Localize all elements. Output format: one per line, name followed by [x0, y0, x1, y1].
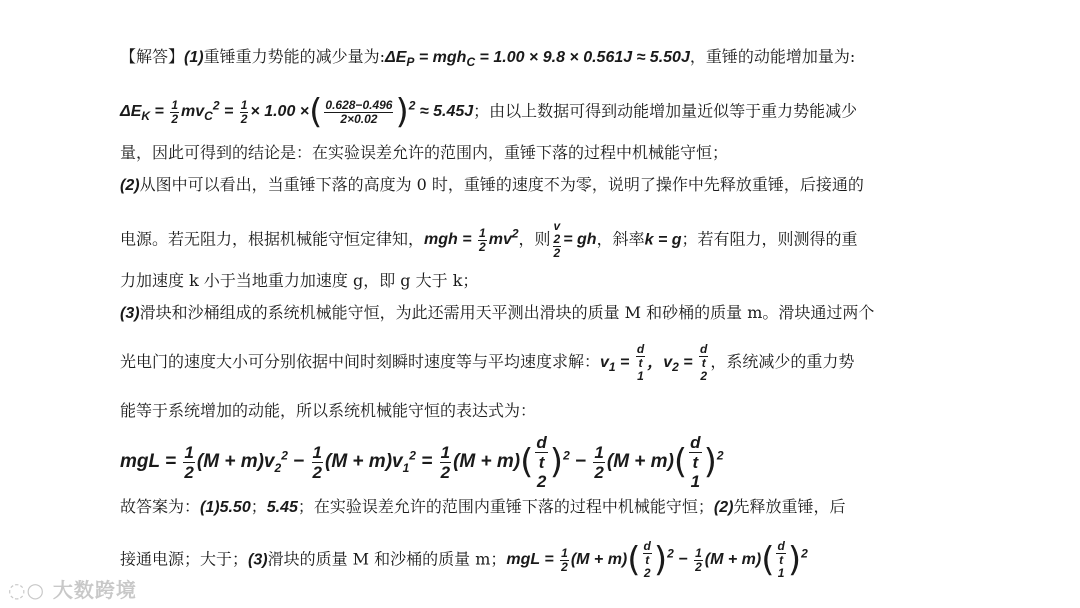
energy-conservation-equation: mgh = $\frac{1}{2}$ $mv^2$	[424, 225, 519, 254]
solution-line-3: 量，因此可得到的结论是：在实验误差允许的范围内，重锤下落的过程中机械能守恒；	[120, 143, 729, 162]
potential-energy-equation: $\Delta E_P = mgh_C = 1.00 \times 9.8 \times 0.561J \approx 5.50J$	[384, 49, 690, 70]
solution-line-2: $\Delta E_K$ = $\frac{1}{2}$ $mv_C^2$ = $\frac{1}{2}$ × 1.00 ×( $\frac{0.628-0.496}{2\times 0.02}$ )$^2$ ≈ 5.45J；由以上数据可得到动能增加量近似等于重力势能减少	[120, 92, 858, 133]
answer-header: 【解答】	[120, 47, 185, 66]
solution-line-6: 力加速度 k 小于当地重力加速度 g，即 g 大于 k；	[120, 271, 479, 290]
kinetic-energy-equation: $\Delta E_K$ = $\frac{1}{2}$ $mv_C^2$ = $\frac{1}{2}$ × 1.00 ×( $\frac{0.628-0.496}{2\times 0.02}$ )$^2$ ≈ 5.45J	[120, 92, 474, 133]
solution-line-4: (2)从图中可以看出，当重锤下落的高度为 0 时，重锤的速度不为零，说明了操作中先释放重锤，后接通的	[120, 175, 864, 194]
solution-line-8: 光电门的速度大小可分别依据中间时刻瞬时速度等与平均速度求解：$v_1$ = d t 1 ，$v_2$ = d t 2 ，系统减少的重力势	[120, 341, 855, 383]
solution-line-7: (3)滑块和沙桶组成的系统机械能守恒，为此还需用天平测出滑块的质量 M 和砂桶的质量 m。滑块通过两个	[120, 303, 875, 322]
final-answer-line-1: 故答案为：(1)5.50；5.45；在实验误差允许的范围内重锤下落的过程中机械能守恒；(2)先释放重锤，后	[120, 497, 846, 516]
solution-line-9: 能等于系统增加的动能，所以系统机械能守恒的表达式为：	[120, 401, 537, 420]
conservation-expression: mgL = $\frac{1}{2}$ $(M + m)v_2^2$ − $\frac{1}{2}$ $(M + m)v_1^2$ = $\frac{1}{2}$ (M + m)( d t 2 )$^2$ − $\frac{1}{2}$ (M + m)( d t 1 )$^2$	[120, 433, 724, 492]
velocity-equations: $v_1$ = d t 1 ，$v_2$ = d t 2	[600, 341, 708, 383]
solution-line-1: 【解答】(1)重锤重力势能的减少量为$:\Delta E_P = mgh_C = 1.00 \times 9.8 \times 0.561J \approx 5.50J$，重锤的动能增加量为:	[120, 47, 856, 70]
watermark-logo: ◌○ 大数跨境	[8, 578, 137, 602]
watermark-icon: ◌○	[8, 578, 45, 602]
final-answer-line-2: 接通电源；大于；(3)滑块的质量 M 和沙桶的质量 m；mgL = $\frac{1}{2}$ (M + m)( d t 2 )$^2$ − $\frac{1}{2}$ (M + m)( d t 1 )$^2$	[120, 539, 808, 581]
solution-line-5: 电源。若无阻力，根据机械能守恒定律知，mgh = $\frac{1}{2}$ $mv^2$，则 v 2 2 = gh，斜率k = g；若有阻力，则测得的重	[120, 219, 858, 261]
